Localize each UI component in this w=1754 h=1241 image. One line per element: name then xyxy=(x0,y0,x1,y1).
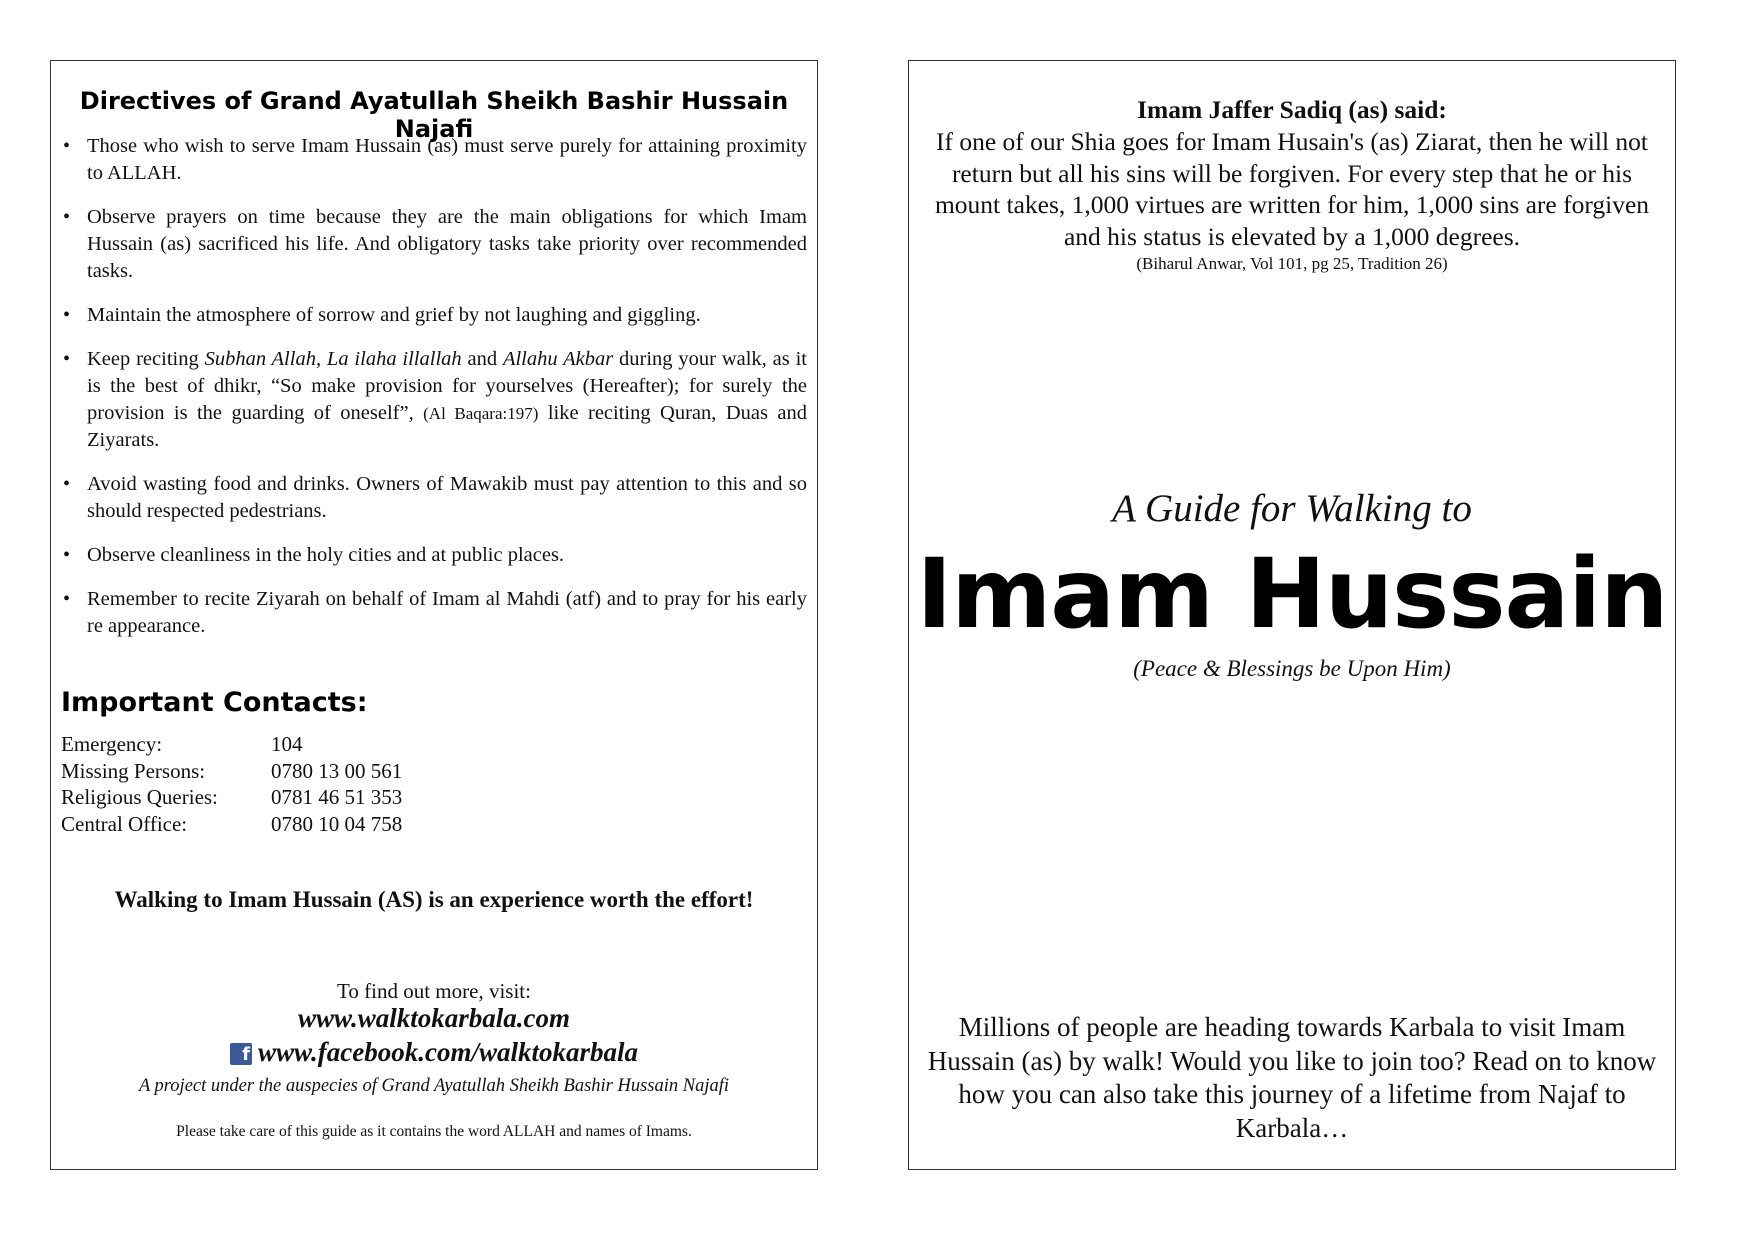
guide-title: Imam Hussain xyxy=(916,538,1668,650)
contacts-title: Important Contacts: xyxy=(61,687,368,718)
quote-title: Imam Jaffer Sadiq (as) said: xyxy=(1137,95,1447,124)
contact-label: Emergency: xyxy=(61,732,163,756)
bullet-icon: • xyxy=(63,544,71,566)
directive-text-part: Keep reciting xyxy=(87,348,205,370)
bullet-icon: • xyxy=(63,473,71,495)
directive-text: Observe prayers on time because they are the main obligations for which Imam Hussain (as) sacrificed his life. And obligatory tasks take priority over recommended tasks. xyxy=(87,206,807,282)
guide-subtitle: A Guide for Walking to xyxy=(1112,487,1472,530)
list-item xyxy=(61,471,807,525)
contact-number: 104 xyxy=(271,732,303,756)
bullet-icon: • xyxy=(63,304,71,326)
website-link[interactable]: www.walktokarbala.com xyxy=(297,1003,571,1033)
bullet-icon: • xyxy=(63,206,71,228)
directive-text xyxy=(87,348,807,451)
quote-reference: (Biharul Anwar, Vol 101, pg 25, Tradition 26) xyxy=(1136,254,1448,273)
directive-text-part: during your walk, as it is the best of dhikr, “So make provision for yourselves (Hereafter); for surely the provision is the guarding of oneself”, xyxy=(87,348,807,424)
facebook-link-row[interactable] xyxy=(51,1037,817,1068)
list-item xyxy=(61,346,807,454)
list-item xyxy=(61,133,807,187)
list-item xyxy=(61,302,807,329)
tagline: Walking to Imam Hussain (AS) is an experience worth the effort! xyxy=(114,887,754,912)
contact-label: Religious Queries: xyxy=(61,785,218,809)
dhikr-italic: Subhan Allah, La ilaha illallah xyxy=(204,348,462,370)
list-item xyxy=(61,586,807,640)
quote-body: If one of our Shia goes for Imam Husain's (as) Ziarat, then he will not return but all his sins will be forgiven. For every step that he or his mount takes, 1,000 virtues are written for him, 1,000 sins are forgiven and his status is elevated by a 1,000 degrees. xyxy=(934,127,1650,251)
bullet-icon: • xyxy=(63,588,71,610)
guide-honorific: (Peace & Blessings be Upon Him) xyxy=(1133,656,1451,681)
contact-number: 0781 46 51 353 xyxy=(271,785,403,809)
back-page-panel xyxy=(50,60,818,1170)
directive-text: Avoid wasting food and drinks. Owners of Mawakib must pay attention to this and so should respected pedestrians. xyxy=(87,473,807,522)
dhikr-italic: Allahu Akbar xyxy=(502,348,614,370)
contact-row xyxy=(61,811,402,838)
directive-text: Maintain the atmosphere of sorrow and grief by not laughing and giggling. xyxy=(87,304,701,326)
contact-row xyxy=(61,731,402,758)
quran-reference: (Al Baqara:197) xyxy=(423,404,539,423)
directive-text-part: like reciting Quran, Duas and Ziyarats. xyxy=(87,402,807,451)
contact-number: 0780 10 04 758 xyxy=(271,811,403,836)
bullet-icon: • xyxy=(63,348,71,370)
list-item xyxy=(61,542,807,569)
bullet-icon: • xyxy=(63,135,71,157)
cover-page-panel xyxy=(908,60,1676,1170)
contacts-list xyxy=(61,731,402,837)
contact-number: 0780 13 00 561 xyxy=(271,758,403,783)
contact-row xyxy=(61,784,402,811)
directive-text: Those who wish to serve Imam Hussain (as) must serve purely for attaining proximity to ALLAH. xyxy=(87,135,807,184)
directives-list xyxy=(61,133,807,657)
directives-title: Directives of Grand Ayatullah Sheikh Bashir Hussain Najafi xyxy=(79,87,789,143)
directive-text: Remember to recite Ziyarah on behalf of Imam al Mahdi (atf) and to pray for his early re appearance. xyxy=(87,588,807,637)
contact-row xyxy=(61,758,402,785)
care-note: Please take care of this guide as it contains the word ALLAH and names of Imams. xyxy=(176,1123,692,1140)
directive-text: Observe cleanliness in the holy cities and at public places. xyxy=(87,544,565,566)
contact-label: Missing Persons: xyxy=(61,758,206,783)
intro-text: Millions of people are heading towards Karbala to visit Imam Hussain (as) by walk! Would you like to join too? Read on to know how you can also take this journey of a lifetime from Najaf to Karbala… xyxy=(927,1012,1657,1143)
list-item xyxy=(61,204,807,285)
visit-text: To find out more, visit: xyxy=(337,979,531,1003)
facebook-icon: f xyxy=(230,1043,252,1065)
directive-text-part: and xyxy=(461,348,503,370)
contact-label: Central Office: xyxy=(61,811,188,836)
project-note: A project under the auspecies of Grand Ayatullah Sheikh Bashir Hussain Najafi xyxy=(138,1076,730,1096)
facebook-link[interactable]: www.facebook.com/walktokarbala xyxy=(258,1037,638,1067)
